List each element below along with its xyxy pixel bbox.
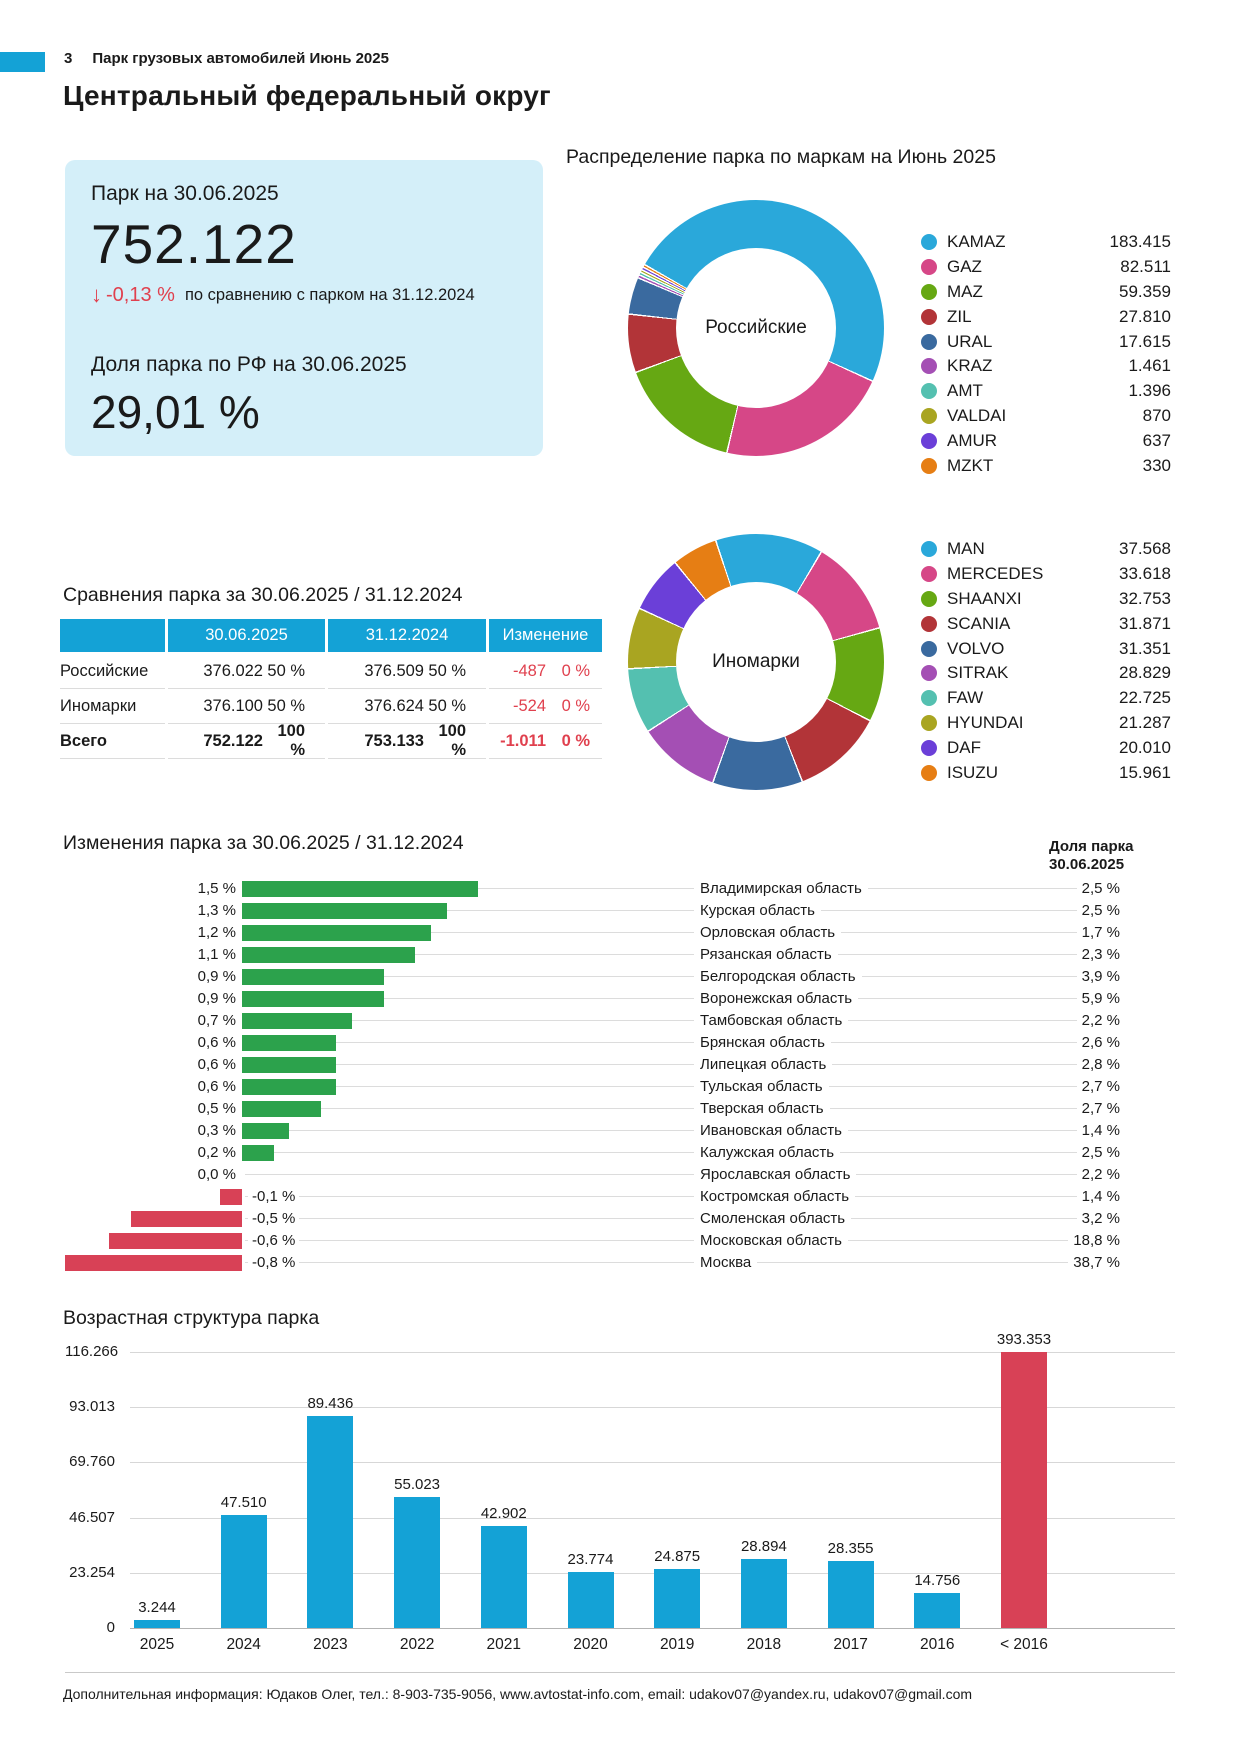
positive-bar bbox=[242, 1123, 289, 1139]
region-label: Москва bbox=[694, 1254, 757, 1272]
region-change-row bbox=[65, 1010, 1175, 1032]
positive-bar bbox=[242, 947, 415, 963]
change-value-label: 0,6 % bbox=[65, 1034, 236, 1052]
page-header bbox=[64, 50, 389, 67]
change-value-label: 0,3 % bbox=[65, 1122, 236, 1140]
age-bar-2017 bbox=[828, 1561, 874, 1628]
bar-value-label: 47.510 bbox=[220, 1494, 267, 1512]
legend-item-isuzu bbox=[921, 760, 1171, 785]
region-share-value: 2,7 % bbox=[1077, 1078, 1125, 1096]
brand-count: 59.359 bbox=[1119, 281, 1171, 301]
brands-section-title: Распределение парка по маркам на Июнь 2025 bbox=[566, 146, 996, 168]
x-axis-tick-label: 2021 bbox=[486, 1636, 522, 1653]
legend-color-dot bbox=[921, 259, 937, 275]
region-share-value: 2,2 % bbox=[1077, 1012, 1125, 1030]
change-value-label: 0,9 % bbox=[65, 968, 236, 986]
legend-color-dot bbox=[921, 433, 937, 449]
positive-bar bbox=[242, 969, 384, 985]
table-cell-change bbox=[489, 654, 602, 689]
positive-bar bbox=[242, 1101, 321, 1117]
change-value-label: -0,8 % bbox=[248, 1254, 299, 1272]
region-changes-bar-chart bbox=[65, 878, 1175, 1274]
table-cell-value bbox=[168, 724, 325, 759]
region-label: Тамбовская область bbox=[694, 1012, 848, 1030]
positive-bar bbox=[242, 1013, 352, 1029]
region-share-value: 3,9 % bbox=[1077, 968, 1125, 986]
table-header-date1: 30.06.2025 bbox=[168, 619, 325, 652]
legend-item-valdai bbox=[921, 404, 1171, 429]
comparison-section-title: Сравнения парка за 30.06.2025 / 31.12.2024 bbox=[63, 584, 463, 606]
brand-count: 330 bbox=[1142, 455, 1171, 475]
bar-value-label: 24.875 bbox=[654, 1548, 701, 1565]
change-value-label: 0,6 % bbox=[65, 1056, 236, 1074]
share-column-header bbox=[1049, 838, 1134, 874]
legend-color-dot bbox=[921, 284, 937, 300]
page-number: 3 bbox=[64, 50, 73, 67]
down-arrow-icon: ↓ bbox=[91, 282, 102, 308]
table-header-empty bbox=[60, 619, 165, 652]
region-label: Костромская область bbox=[694, 1188, 855, 1206]
region-share-value: 2,3 % bbox=[1077, 946, 1125, 964]
region-share-value: 2,7 % bbox=[1077, 1100, 1125, 1118]
legend-color-dot bbox=[921, 641, 937, 657]
y-axis-tick-label: 93.013 bbox=[69, 1398, 115, 1416]
legend-color-dot bbox=[921, 458, 937, 474]
age-bar-2025 bbox=[134, 1620, 180, 1628]
park-change-value: -0,13 % bbox=[106, 283, 175, 306]
change-value-label: -0,6 % bbox=[248, 1232, 299, 1250]
table-row-label: Иномарки bbox=[60, 689, 165, 724]
cell-value: 376.509 bbox=[364, 661, 424, 680]
positive-bar bbox=[242, 1145, 274, 1161]
brand-count: 37.568 bbox=[1119, 539, 1171, 559]
age-section-title: Возрастная структура парка bbox=[63, 1307, 320, 1329]
positive-bar bbox=[242, 1035, 336, 1051]
park-change-note: по сравнению с парком на 31.12.2024 bbox=[184, 285, 475, 304]
brand-name: URAL bbox=[947, 331, 993, 351]
table-header-date2: 31.12.2024 bbox=[328, 619, 486, 652]
brand-count: 21.287 bbox=[1119, 712, 1171, 732]
donut-hole bbox=[676, 582, 836, 742]
brand-count: 82.511 bbox=[1120, 257, 1171, 277]
brand-name: MZKT bbox=[947, 455, 994, 475]
region-label: Владимирская область bbox=[694, 880, 868, 898]
region-share-value: 1,4 % bbox=[1077, 1122, 1125, 1140]
change-value-label: 0,2 % bbox=[65, 1144, 236, 1162]
age-bar-<2016 bbox=[1001, 1352, 1047, 1628]
positive-bar bbox=[242, 881, 478, 897]
positive-bar bbox=[242, 1057, 336, 1073]
bar-value-label: 23.774 bbox=[567, 1550, 614, 1568]
cell-percent: 50 % bbox=[428, 661, 466, 680]
cell-percent: 50 % bbox=[428, 696, 466, 715]
brand-name: MAN bbox=[947, 539, 985, 559]
brand-name: AMT bbox=[947, 381, 983, 401]
change-value-label: -0,1 % bbox=[248, 1188, 299, 1206]
donut-center-label-foreign: Иномарки bbox=[712, 651, 800, 672]
cell-value: 376.022 bbox=[203, 661, 263, 680]
legend-item-volvo bbox=[921, 636, 1171, 661]
share-header-line1: Доля парка bbox=[1049, 838, 1134, 855]
cell-value: -487 bbox=[512, 661, 546, 680]
brand-count: 32.753 bbox=[1119, 588, 1171, 608]
brand-name: AMUR bbox=[947, 430, 998, 450]
comparison-table bbox=[60, 619, 602, 759]
x-axis-tick-label: 2025 bbox=[139, 1636, 175, 1653]
region-share-value: 2,5 % bbox=[1077, 880, 1125, 898]
legend-color-dot bbox=[921, 408, 937, 424]
change-value-label: 0,9 % bbox=[65, 990, 236, 1008]
region-label: Тульская область bbox=[694, 1078, 829, 1096]
x-axis-tick-label: 2024 bbox=[226, 1636, 261, 1653]
legend-color-dot bbox=[921, 541, 937, 557]
y-axis-tick-label: 23.254 bbox=[69, 1563, 115, 1581]
age-bar-2018 bbox=[741, 1559, 787, 1628]
bar-value-label: 89.436 bbox=[307, 1394, 354, 1412]
brand-count: 22.725 bbox=[1119, 688, 1171, 708]
region-label: Липецкая область bbox=[694, 1056, 832, 1074]
brand-name: VALDAI bbox=[947, 405, 1007, 425]
legend-color-dot bbox=[921, 690, 937, 706]
legend-item-amt bbox=[921, 379, 1171, 404]
region-share-value: 38,7 % bbox=[1068, 1254, 1125, 1272]
age-bar-2020 bbox=[568, 1572, 614, 1628]
region-share-value: 1,7 % bbox=[1077, 924, 1125, 942]
legend-color-dot bbox=[921, 616, 937, 632]
donut-chart-russian-brands bbox=[628, 200, 884, 456]
x-axis-tick-label: 2023 bbox=[313, 1636, 348, 1653]
table-cell-value bbox=[168, 654, 325, 689]
brand-count: 31.871 bbox=[1119, 613, 1171, 633]
brand-name: MERCEDES bbox=[947, 564, 1044, 584]
region-change-row bbox=[65, 1032, 1175, 1054]
legend-item-hyundai bbox=[921, 711, 1171, 736]
age-bar-2016 bbox=[914, 1593, 960, 1628]
cell-percent: 0 % bbox=[561, 661, 590, 680]
cell-percent: 100 % bbox=[277, 722, 305, 759]
legend-item-kraz bbox=[921, 354, 1171, 379]
change-value-label: -0,5 % bbox=[248, 1210, 299, 1228]
legend-item-mercedes bbox=[921, 562, 1171, 587]
x-axis-tick-label: 2022 bbox=[399, 1636, 435, 1653]
brand-count: 27.810 bbox=[1119, 306, 1171, 326]
y-axis-tick-label: 0 bbox=[106, 1619, 115, 1636]
x-axis-tick-label: 2020 bbox=[573, 1636, 608, 1653]
brand-count: 31.351 bbox=[1119, 638, 1171, 658]
rf-share-label: Доля парка по РФ на 30.06.2025 bbox=[91, 352, 407, 376]
region-change-row bbox=[65, 1120, 1175, 1142]
donut-center-label-russian: Российские bbox=[705, 317, 807, 338]
cell-percent: 50 % bbox=[267, 661, 305, 680]
age-bar-2019 bbox=[654, 1569, 700, 1628]
brand-count: 17.615 bbox=[1119, 331, 1171, 351]
region-label: Орловская область bbox=[694, 924, 841, 942]
region-change-row bbox=[65, 1186, 1175, 1208]
legend-item-gaz bbox=[921, 255, 1171, 280]
legend-color-dot bbox=[921, 566, 937, 582]
brand-name: FAW bbox=[947, 688, 984, 708]
donut-hole bbox=[676, 248, 836, 408]
bar-value-label: 393.353 bbox=[996, 1331, 1052, 1348]
table-cell-change bbox=[489, 689, 602, 724]
positive-bar bbox=[242, 1079, 336, 1095]
legend-item-scania bbox=[921, 611, 1171, 636]
legend-item-sitrak bbox=[921, 661, 1171, 686]
region-label: Тверская область bbox=[694, 1100, 830, 1118]
change-value-label: 1,1 % bbox=[65, 946, 236, 964]
table-cell-change bbox=[489, 724, 602, 759]
x-axis-tick-label: 2018 bbox=[746, 1636, 782, 1653]
bar-value-label: 28.894 bbox=[740, 1538, 787, 1556]
cell-percent: 0 % bbox=[561, 696, 590, 715]
region-change-row bbox=[65, 1208, 1175, 1230]
bar-value-label: 42.902 bbox=[480, 1505, 527, 1523]
region-change-row bbox=[65, 922, 1175, 944]
brand-count: 28.829 bbox=[1119, 663, 1171, 683]
park-date-label: Парк на 30.06.2025 bbox=[91, 182, 279, 205]
region-label: Ярославская область bbox=[694, 1166, 856, 1184]
region-share-value: 3,2 % bbox=[1077, 1210, 1125, 1228]
negative-bar bbox=[220, 1189, 242, 1205]
brand-name: VOLVO bbox=[947, 638, 1005, 658]
legend-color-dot bbox=[921, 591, 937, 607]
footer-divider bbox=[65, 1672, 1175, 1673]
brand-name: HYUNDAI bbox=[947, 712, 1024, 732]
x-axis-tick-label: 2019 bbox=[659, 1636, 695, 1653]
park-change-row bbox=[91, 284, 517, 307]
legend-item-kamaz bbox=[921, 230, 1171, 255]
positive-bar bbox=[242, 991, 384, 1007]
brand-name: GAZ bbox=[947, 257, 982, 277]
table-row-label: Российские bbox=[60, 654, 165, 689]
cell-percent: 100 % bbox=[438, 722, 466, 759]
negative-bar bbox=[65, 1255, 242, 1271]
cell-percent: 0 % bbox=[561, 731, 590, 750]
table-row-label: Всего bbox=[60, 724, 165, 759]
brand-count: 1.461 bbox=[1128, 356, 1171, 376]
brand-name: KRAZ bbox=[947, 356, 993, 376]
brand-count: 637 bbox=[1142, 430, 1171, 450]
park-total-value: 752.122 bbox=[91, 213, 297, 275]
bar-value-label: 3.244 bbox=[138, 1599, 176, 1617]
region-change-row bbox=[65, 1230, 1175, 1252]
legend-color-dot bbox=[921, 234, 937, 250]
region-label: Смоленская область bbox=[694, 1210, 851, 1228]
legend-item-maz bbox=[921, 280, 1171, 305]
region-share-value: 2,5 % bbox=[1077, 1144, 1125, 1162]
age-structure-bar-chart bbox=[65, 1331, 1175, 1653]
region-change-row bbox=[65, 966, 1175, 988]
gridline bbox=[130, 1628, 1175, 1629]
cell-value: 376.624 bbox=[364, 696, 424, 715]
y-axis-tick-label: 46.507 bbox=[69, 1508, 115, 1526]
legend-color-dot bbox=[921, 715, 937, 731]
region-change-row bbox=[65, 1142, 1175, 1164]
legend-item-man bbox=[921, 537, 1171, 562]
brand-count: 1.396 bbox=[1128, 381, 1171, 401]
summary-card bbox=[65, 160, 543, 456]
region-label: Калужская область bbox=[694, 1144, 840, 1162]
page-title: Центральный федеральный округ bbox=[63, 80, 551, 111]
brand-count: 33.618 bbox=[1119, 564, 1171, 584]
brand-name: ZIL bbox=[947, 306, 972, 326]
page-accent-strip bbox=[0, 52, 45, 72]
x-axis-tick-label: 2016 bbox=[920, 1636, 955, 1653]
region-share-value: 2,2 % bbox=[1077, 1166, 1125, 1184]
legend-item-mzkt bbox=[921, 453, 1171, 478]
table-cell-value bbox=[328, 724, 486, 759]
x-axis-tick-label: < 2016 bbox=[1000, 1636, 1048, 1653]
legend-item-ural bbox=[921, 329, 1171, 354]
region-change-row bbox=[65, 944, 1175, 966]
region-change-row bbox=[65, 988, 1175, 1010]
table-cell-value bbox=[328, 654, 486, 689]
brand-name: MAZ bbox=[947, 281, 983, 301]
change-value-label: 1,2 % bbox=[65, 924, 236, 942]
region-label: Белгородская область bbox=[694, 968, 862, 986]
change-value-label: 0,5 % bbox=[65, 1100, 236, 1118]
legend-color-dot bbox=[921, 383, 937, 399]
legend-foreign-brands bbox=[921, 537, 1171, 785]
region-change-row bbox=[65, 1164, 1175, 1186]
cell-value: 752.122 bbox=[203, 731, 263, 750]
table-cell-value bbox=[168, 689, 325, 724]
legend-color-dot bbox=[921, 665, 937, 681]
table-cell-value bbox=[328, 689, 486, 724]
change-value-label: 0,0 % bbox=[65, 1166, 236, 1184]
legend-color-dot bbox=[921, 309, 937, 325]
y-axis-tick-label: 116.266 bbox=[65, 1343, 119, 1360]
bar-value-label: 55.023 bbox=[394, 1476, 441, 1494]
legend-color-dot bbox=[921, 334, 937, 350]
brand-name: SITRAK bbox=[947, 663, 1009, 683]
cell-value: 753.133 bbox=[364, 731, 424, 750]
legend-item-daf bbox=[921, 735, 1171, 760]
age-bar-2022 bbox=[394, 1497, 440, 1628]
region-label: Брянская область bbox=[694, 1034, 831, 1052]
region-share-value: 5,9 % bbox=[1077, 990, 1125, 1008]
cell-percent: 50 % bbox=[267, 696, 305, 715]
negative-bar bbox=[131, 1211, 242, 1227]
cell-value: 376.100 bbox=[203, 696, 263, 715]
region-change-row bbox=[65, 878, 1175, 900]
bar-value-label: 28.355 bbox=[827, 1539, 874, 1557]
legend-item-zil bbox=[921, 304, 1171, 329]
brand-name: SCANIA bbox=[947, 613, 1011, 633]
region-label: Ивановская область bbox=[694, 1122, 848, 1140]
share-header-line2: 30.06.2025 bbox=[1049, 856, 1125, 873]
legend-color-dot bbox=[921, 765, 937, 781]
region-change-row bbox=[65, 1054, 1175, 1076]
brand-name: ISUZU bbox=[947, 762, 998, 782]
table-header-change: Изменение bbox=[489, 619, 602, 652]
brand-count: 20.010 bbox=[1119, 737, 1171, 757]
region-share-value: 2,5 % bbox=[1077, 902, 1125, 920]
age-bar-2021 bbox=[481, 1526, 527, 1628]
region-label: Курская область bbox=[694, 902, 821, 920]
brand-name: DAF bbox=[947, 737, 981, 757]
legend-russian-brands bbox=[921, 230, 1171, 478]
changes-section-title: Изменения парка за 30.06.2025 / 31.12.2024 bbox=[63, 832, 464, 854]
legend-item-amur bbox=[921, 428, 1171, 453]
age-bar-2024 bbox=[221, 1515, 267, 1628]
region-share-value: 2,6 % bbox=[1077, 1034, 1125, 1052]
change-value-label: 0,6 % bbox=[65, 1078, 236, 1096]
legend-color-dot bbox=[921, 358, 937, 374]
cell-value: -524 bbox=[512, 696, 546, 715]
cell-value: -1.011 bbox=[500, 731, 546, 750]
brand-count: 183.415 bbox=[1109, 232, 1171, 252]
region-change-row bbox=[65, 1076, 1175, 1098]
brand-name: KAMAZ bbox=[947, 232, 1006, 252]
region-label: Рязанская область bbox=[694, 946, 838, 964]
region-change-row bbox=[65, 1252, 1175, 1274]
brand-count: 15.961 bbox=[1119, 762, 1171, 782]
region-share-value: 1,4 % bbox=[1077, 1188, 1125, 1206]
bar-value-label: 14.756 bbox=[914, 1572, 961, 1589]
legend-item-faw bbox=[921, 686, 1171, 711]
region-change-row bbox=[65, 900, 1175, 922]
x-axis-tick-label: 2017 bbox=[833, 1636, 868, 1653]
negative-bar bbox=[109, 1233, 242, 1249]
change-value-label: 0,7 % bbox=[65, 1012, 236, 1030]
change-value-label: 1,5 % bbox=[65, 880, 236, 898]
legend-item-shaanxi bbox=[921, 587, 1171, 612]
region-label: Воронежская область bbox=[694, 990, 858, 1008]
y-axis-tick-label: 69.760 bbox=[69, 1453, 115, 1471]
donut-chart-foreign-brands bbox=[628, 534, 884, 790]
region-change-row bbox=[65, 1098, 1175, 1120]
region-share-value: 2,8 % bbox=[1077, 1056, 1125, 1074]
region-label: Московская область bbox=[694, 1232, 848, 1250]
region-share-value: 18,8 % bbox=[1068, 1232, 1125, 1250]
change-value-label: 1,3 % bbox=[65, 902, 236, 920]
brand-count: 870 bbox=[1142, 405, 1171, 425]
brand-name: SHAANXI bbox=[947, 588, 1022, 608]
footer-text: Дополнительная информация: Юдаков Олег, тел.: 8-903-735-9056, www.avtostat-info.com, email: udakov07@yandex.ru, udakov07@gmail.com bbox=[63, 1686, 973, 1702]
report-title: Парк грузовых автомобилей Июнь 2025 bbox=[92, 50, 389, 67]
rf-share-value: 29,01 % bbox=[91, 385, 260, 438]
positive-bar bbox=[242, 903, 447, 919]
legend-color-dot bbox=[921, 740, 937, 756]
age-bar-2023 bbox=[307, 1416, 353, 1628]
positive-bar bbox=[242, 925, 431, 941]
